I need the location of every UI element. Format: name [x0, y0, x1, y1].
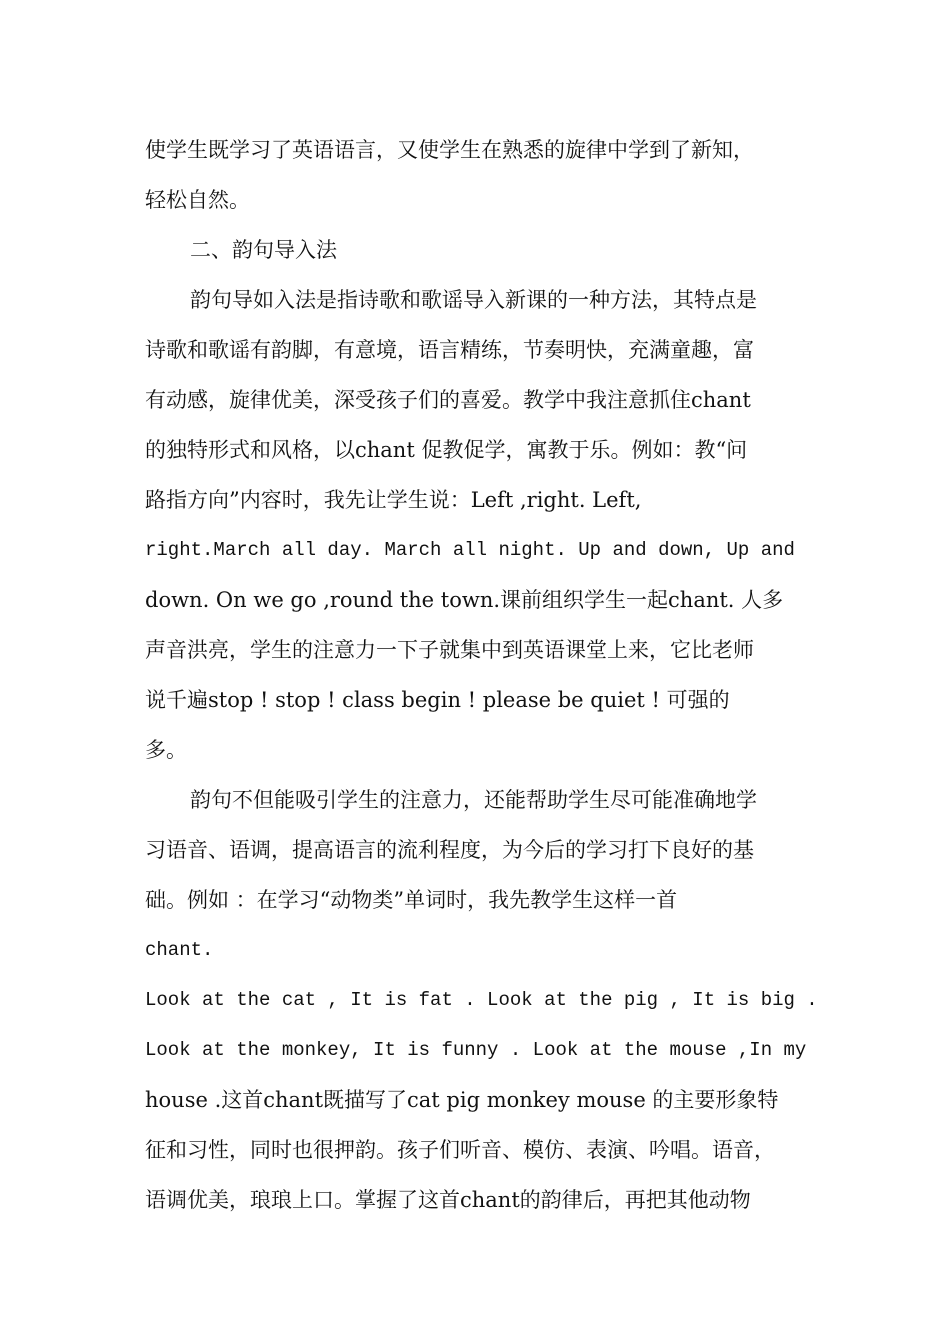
text-line: 征和习性，同时也很押韵。孩子们听音、模仿、表演、吟唱。语音，	[145, 1138, 775, 1162]
text-line: 有动感，旋律优美，深受孩子们的喜爱。教学中我注意抓住chant	[145, 388, 751, 412]
text-line: 韵句不但能吸引学生的注意力，还能帮助学生尽可能准确地学	[190, 788, 757, 812]
text-line: Look at the monkey, It is funny . Look at the mouse ,In my	[145, 1039, 807, 1061]
text-line: Look at the cat , It is fat . Look at the pig , It is big .	[145, 989, 818, 1011]
text-line: down. On we go ,round the town.课前组织学生一起chant. 人多	[145, 588, 784, 612]
text-line: right.March all day. March all night. Up and down, Up and	[145, 539, 795, 561]
text-line: 使学生既学习了英语语言，又使学生在熟悉的旋律中学到了新知，	[145, 138, 754, 162]
text-line: house .这首chant既描写了cat pig monkey mouse 的主要形象特	[145, 1088, 779, 1112]
text-line: 语调优美，琅琅上口。掌握了这首chant的韵律后，再把其他动物	[145, 1188, 751, 1212]
text-line: 诗歌和歌谣有韵脚，有意境，语言精练，节奏明快，充满童趣，富	[145, 338, 754, 362]
text-line: 的独特形式和风格，以chant 促教促学，寓教于乐。例如：教“问	[145, 438, 748, 462]
text-line: chant.	[145, 939, 214, 961]
text-line: 础。例如 ：在学习“动物类”单词时，我先教学生这样一首	[145, 888, 678, 912]
text-line: 习语音、语调，提高语言的流利程度，为今后的学习打下良好的基	[145, 838, 754, 862]
text-line: 声音洪亮，学生的注意力一下子就集中到英语课堂上来，它比老师	[145, 638, 754, 662]
text-line: 说千遍stop ! stop ! class begin ! please be quiet ! 可强的	[145, 688, 730, 712]
text-line: 路指方向”内容时，我先让学生说：Left ,right. Left,	[145, 488, 642, 512]
text-line: 轻松自然。	[145, 188, 250, 212]
text-line: 韵句导如入法是指诗歌和歌谣导入新课的一种方法，其特点是	[190, 288, 757, 312]
section-heading: 二、韵句导入法	[190, 238, 337, 262]
text-line: 多。	[145, 738, 187, 762]
